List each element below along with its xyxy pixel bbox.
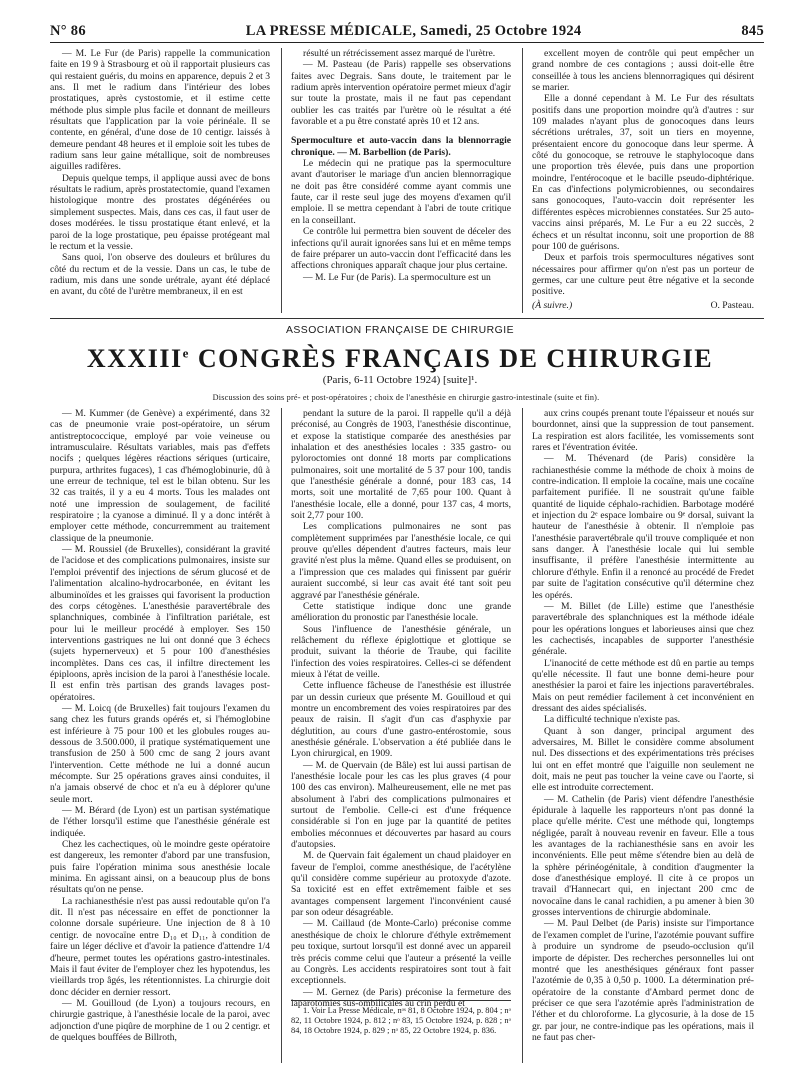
top-column-3 xyxy=(532,48,754,311)
column-rule xyxy=(522,408,523,1063)
paragraph: excellent moyen de contrôle qui peut empêcher un grand nombre de ces contagions ; aussi doit-elle être conseillée à tous les anciens blennorragiques qui désirent se marier. xyxy=(532,48,754,94)
title-text: CONGRÈS FRANÇAIS DE CHIRURGIE xyxy=(189,344,714,373)
congress-place-date: (Paris, 6-11 Octobre 1924) [suite]¹. xyxy=(322,374,478,386)
paragraph: — M. Bérard (de Lyon) est un partisan systématique de l'éther lorsqu'il estime que l'anesthésie générale est indiquée. xyxy=(50,805,270,839)
bottom-column-3 xyxy=(532,408,754,1043)
paragraph: M. de Quervain fait également un chaud plaidoyer en faveur de l'emploi, comme anesthésique, de l'acétylène qu'il considère comme supérieur au protoxyde d'azote. Sa toxicité est en effet extrêmement faible et ses avantages compensent largement l'inconvénient causé par son odeur désagréable. xyxy=(291,850,511,919)
paragraph: aux crins coupés prenant toute l'épaisseur et noués sur bourdonnet, ainsi que la suppression de tout pansement. La respiration est alors facilitée, les vomissements sont rares et l'éventration évitée. xyxy=(532,408,754,454)
paragraph: — M. Thévenard (de Paris) considère la rachianesthésie comme la méthode de choix à moins de contre-indication. Il emploie la cocaïne, mais une cocaïne parfaitement purifiée. Il ne soustrait qu'une faible quantité de liquide céphalo-rachidien. Barbotage modéré et injection du 2ᵉ espace lombaire ou 9ᵉ dorsal, suivant la hauteur de l'anesthésie à obtenir. Il n'emploie pas l'anesthésie paravertébrale qu'il trouve compliquée et non sans danger. À l'anesthésie locale qui lui semble insuffisante, il préfère l'anesthésie intermittente au chlorure d'éthyle. Enfin il a renoncé au procédé de Fredet par suite de l'agitation consécutive qu'il détermine chez les opérés. xyxy=(532,453,754,601)
paragraph: Elle a donné cependant à M. Le Fur des résultats positifs dans une proportion moindre qu'à d'autres : sur 109 malades n'ayant plus de gonocoques dans leurs sécrétions urétrales, 37, soit un tiers en moyenne, présentaient encore du gonocoque dans leur sperme. À côté du gonocoque, se retrouve le staphylocoque dans une proportion très élevée, puis dans une proportion moindre, l'entérocoque et le bacille pseudo-diphtérique. En cas d'infections polymicrobiennes, ou secondaires sans gonocoques, l'auto-vaccin doit représenter les différentes espèces microbiennes constatées. Sur 25 auto-vaccins ainsi préparés, M. Le Fur a eu 22 succès, 2 échecs et un résultat inconnu, soit une proportion de 88 pour 100 de guérisons. xyxy=(532,93,754,252)
paragraph: Depuis quelque temps, il applique aussi avec de bons résultats le radium, après prostatectomie, quand l'examen histologique montre des prostates dégénérées ou simplement suspectes. Mais, dans ces cas, il faut user de doses modérées. le tissu prostatique étant enlevé, et la paroi de la loge prostatique, peu épaisse protégeant mal le rectum et la vessie. xyxy=(50,172,270,252)
paragraph: — M. Pasteau (de Paris) rappelle ses observations faites avec Degrais. Sans doute, le traitement par le radium après intervention opératoire permet mieux d'agir sur toute la prostate, mais il ne faut pas cependant oublier les cas traités par l'urètre où le résultat a été favorable et a pu être constaté après 10 et 12 ans. xyxy=(291,59,511,128)
congress-title xyxy=(0,344,800,374)
paragraph: Sous l'influence de l'anesthésie générale, un relâchement du réflexe épiglottique et glottique se produit, suivant la théorie de Traube, qui facilite l'infection des voies respiratoires. Celles-ci se défendent mieux à l'état de veille. xyxy=(291,623,511,680)
paragraph: Sans quoi, l'on observe des douleurs et brûlures du côté du rectum et de la vessie. Dans un cas, le tube de radium, mis dans une sonde urétrale, ayant été déplacé en avant, du côté de l'urètre membraneux, il en est xyxy=(50,252,270,298)
footnote-rule xyxy=(291,1000,511,1001)
paragraph: Deux et parfois trois spermocultures négatives sont nécessaires pour affirmer qu'on n'est pas un porteur de germes, car une culture peut être négative et la seconde positive. xyxy=(532,252,754,298)
paragraph: L'inanocité de cette méthode est dû en partie au temps qu'elle nécessite. Il faut une bonne demi-heure pour anesthésier la paroi et faire les injections paravertébrales. Mais on peut remédier facilement à cet inconvénient en dressant des aides spécialisés. xyxy=(532,657,754,714)
association-heading: ASSOCIATION FRANÇAISE DE CHIRURGIE xyxy=(285,325,515,336)
footnote: 1. Voir La Presse Médicale, nᵒˢ 81, 8 Octobre 1924, p. 804 ; nᵒ 82, 11 Octobre 1924, p. 812 ; nᵒ 83, 15 Octobre 1924, p. 828 ; nᵒ 84, 18 Octobre 1924, p. 829 ; nᵒ 85, 22 Octobre 1924, p. 836. xyxy=(291,1006,511,1035)
paragraph: — M. Cathelin (de Paris) vient défendre l'anesthésie épidurale à laquelle les rapporteurs n'ont pas donné la place qu'elle mérite. C'est une méthode qui, longtemps négligée, paraît à nouveau revenir en faveur. Elle a tous les avantages de la rachianesthésie sans en avoir les inconvénients. Elle peut même s'étendre bien au delà de la sphère périnéogénitale, à condition d'augmenter la dose d'anesthésique employé. Il cite à ce propos un travail d'Hannecart qui, en injectant 200 cmc de novocaïne dans le canal rachidien, a pu amener à bien 30 grosses interventions de chirurgie abdominale. xyxy=(532,793,754,919)
paragraph: Cette influence fâcheuse de l'anesthésie est illustrée par un dessin curieux que présente M. Gouilloud et qui montre un encombrement des voies respiratoires par des peaux de raisin. Il s'agit d'un cas d'asphyxie par déglutition, au cours d'une gastro-entérostomie, sous anesthésie générale. L'observation a été publiée dans le Lyon chirurgical, en 1909. xyxy=(291,680,511,760)
paragraph: Cette statistique indique donc une grande amélioration du pronostic par l'anesthésie locale. xyxy=(291,600,511,624)
top-column-1 xyxy=(50,48,270,298)
column-rule xyxy=(281,408,282,1063)
section-subtitle: Spermoculture et auto-vaccin dans la blennorragie chronique. — M. Barbellion (de Paris). xyxy=(291,135,511,158)
to-be-continued: (À suivre.) xyxy=(532,299,573,311)
paragraph: Les complications pulmonaires ne sont pas complètement supprimées par l'anesthésie locale, ce qui prouve qu'elles dépendent d'autres facteurs, mais leur gravité n'est plus la même. Quand elles se produisent, on a l'impression que ces malades qui finissent par guérir auraient succombé, si leur cas avait été tant soit peu aggravé par l'anesthésie générale. xyxy=(291,521,511,601)
issue-number: N° 86 xyxy=(50,23,86,39)
paragraph: La rachianesthésie n'est pas aussi redoutable qu'on l'a dit. Il n'est pas nécessaire en effet de ponctionner la colonne dorsale supérieure. Une injection de 8 à 10 centigr. de novocaïne entre D₁₀ et D₁₁, à condition de faire un léger déclive et d'avoir la patience d'attendre 1/4 d'heure, permet toutes les opérations gastro-intestinales. Mais il faut éviter de l'employer chez les hypotendus, les vieillards trop âgés, les rétentionnistes. La chirurgie doit donc décider en dernier ressort. xyxy=(50,895,270,998)
paragraph: pendant la suture de la paroi. Il rappelle qu'il a déjà préconisé, au Congrès de 1903, l'anesthésie discontinue, et expose la statistique comparée des anesthésies par inhalation et des anesthésies locales : 335 gastro- ou pyloroctomies ont donné 18 morts par complications pulmonaires, soit une mortalité de 5 37 pour 100, tandis que l'anesthésie générale a donné, pour 183 cas, 14 morts, soit une mortalité de 7,65 pour 100. Quant à l'anesthésie locale, elle a donné, pour 137 cas, 4 morts, soit 2,77 pour 100. xyxy=(291,408,511,522)
paragraph: — M. Gernez (de Paris) préconise la fermeture des laparotomies sus-ombilicales au crin perdu et xyxy=(291,986,511,1009)
section-divider xyxy=(50,318,764,319)
paragraph: — M. Le Fur (de Paris) rappelle la communication faite en 19 9 à Strasbourg et où il rapportait plusieurs cas qui restaient guéris, du moins en apparence, depuis 2 et 3 ans. Il met le radium dans l'intérieur des lobes prostatiques, après cystostomie, et il estime cette méthode plus simple plus facile et donnant de meilleurs résultats que l'application par la voie périnéale. Il se contente, en général, d'une dose de 10 centigr. laissés à demeure pendant 48 heures et il emploie soit les tubes de radium sans leur gaine métallique, soit de nombreuses aiguilles radifères. xyxy=(50,48,270,173)
paragraph: — M. Billet (de Lille) estime que l'anesthésie paravertébrale des splanchniques est la méthode idéale pour les opérations longues et laborieuses ainsi que chez les cachectisés, incapables de supporter l'anesthésie générale. xyxy=(532,600,754,658)
paragraph: résulté un rétrécissement assez marqué de l'urètre. xyxy=(303,48,496,59)
paragraph: — M. Kummer (de Genève) a expérimenté, dans 32 cas de pneumonie vraie post-opératoire, un sérum antistreptococcique, employé par voie veineuse ou intramusculaire. Résultats variables, mais pas d'effets nocifs ; quelques légères réactions sériques (urticaire, purpura, arthrites fugaces), 1 cas d'hémoglobinurie, dû à une erreur de technique, tel est le bilan obtenu. Sur les 32 cas traités, il y a eu 4 morts. Tous les malades ont noté une impression de soulagement, de facilité respiratoire ; la cyanose a diminué. Il y a donc intérêt à employer cette méthode, concurremment au traitement classique de la pneumonie. xyxy=(50,408,270,544)
paragraph: Quant à son danger, principal argument des adversaires, M. Billet le considère comme absolument nul. Des dissections et des expérimentations très précises lui ont en effet montré que l'aiguille non seulement ne doit, mais ne peut pas toucher la veine cave ou l'aorte, si elle est introduite correctement. xyxy=(532,725,754,794)
title-numeral: XXXIII xyxy=(86,344,183,373)
bottom-column-2 xyxy=(291,408,511,1009)
column-rule xyxy=(281,48,282,313)
discussion-heading: Discussion des soins pré- et post-opératoires ; choix de l'anesthésie en chirurgie gastro-intestinale (suite et fin). xyxy=(212,393,600,402)
top-column-2 xyxy=(291,48,511,283)
page-number: 845 xyxy=(741,23,764,39)
paragraph: Chez les cachectiques, où le moindre geste opératoire est dangereux, les remonter d'abord par une transfusion, puis faire l'opération minima sous anesthésie locale minima. En agissant ainsi, on a beaucoup plus de bons résultats qu'on ne pense. xyxy=(50,839,270,896)
paragraph: — M. Caillaud (de Monte-Carlo) préconise comme anesthésique de choix le chlorure d'éthyle extrêmement peu toxique, surtout lorsqu'il est donné avec un appareil très précis comme celui que l'auteur a présenté la veille au Congrès. Les accidents respiratoires sont tout à fait exceptionnels. xyxy=(291,918,511,987)
title-ordinal: e xyxy=(182,345,190,361)
column-rule xyxy=(522,48,523,313)
paragraph: La difficulté technique n'existe pas. xyxy=(544,714,681,726)
signature-line xyxy=(532,300,754,311)
journal-title: LA PRESSE MÉDICALE, Samedi, 25 Octobre 1924 xyxy=(245,23,582,39)
paragraph: — M. Paul Delbet (de Paris) insiste sur l'importance de l'examen complet de l'urine, l'azotémie pouvant suffire à produire un syndrome de pseudo-occlusion qu'il importe de dépister. Des recherches personnelles lui ont montré que les anesthésiques généraux font passer l'azotémie de 0,35 à 0,50 p. 1000. La détermination pré-opératoire de la constante d'Ambard permet donc de préciser ce que sera l'azotémie après l'administration de l'éther et du chloroforme. La glycosurie, à la dose de 15 gr. par jour, ne contre-indique pas les opérations, mais il ne faut pas cher- xyxy=(532,918,754,1043)
header-rule xyxy=(50,42,764,43)
author-signature: O. Pasteau. xyxy=(710,299,754,311)
paragraph: Ce contrôle lui permettra bien souvent de déceler des infections qu'il aurait ignorées sans lui et en même temps de faire préparer un auto-vaccin dont l'efficacité dans les affections chroniques apparaît chaque jour plus certaine. xyxy=(291,226,511,272)
paragraph: — M. Roussiel (de Bruxelles), considérant la gravité de l'acidose et des complications pulmonaires, insiste sur l'emploi préventif des injections de sérum glucosé et de l'alimentation alcalino-hydrocarbonée, en évitant les albuminoïdes et les graisses qui favorisent la production des corps cétogènes. L'anesthésie paravertébrale des splanchniques, combinée à l'infiltration pariétale, est pour lui le meilleur procédé à employer. Ses 150 interventions gastriques ne lui ont donné que 3 échecs (sujets hypernerveux) et 5 pour 100 d'anesthésies incomplètes. Dans ces cas, il infiltre directement les épiploons, après incision de la paroi à l'anesthésie locale. Il est enfin très partisan des grands lavages post-opératoires. xyxy=(50,544,270,703)
bottom-column-1 xyxy=(50,408,270,1043)
paragraph: Le médecin qui ne pratique pas la spermoculture avant d'autoriser le mariage d'un ancien blennorragique ne doit pas être considéré comme ayant commis une faute, car il reste seul juge des moyens d'examen qu'il emploie. Il se mettra cependant à l'abri de toute critique en la conseillant. xyxy=(291,158,511,226)
paragraph: — M. Gouilloud (de Lyon) a toujours recours, en chirurgie gastrique, à l'anesthésie locale de la paroi, avec adjonction d'une piqûre de morphine de 1 ou 2 centigr. et de quelques bouffées de Billroth, xyxy=(50,997,270,1043)
paragraph: — M. de Quervain (de Bâle) est lui aussi partisan de l'anesthésie locale pour les cas les plus graves (4 pour 100 des cas environ). Malheureusement, elle ne met pas absolument à l'abri des complications pulmonaires et surtout de l'embolie. Celle-ci est d'une fréquence considérable si l'on en juge par la quantité de petites embolies méconnues et découvertes par hasard au cours d'autopsies. xyxy=(291,759,511,851)
page-header xyxy=(50,16,764,40)
paragraph: — M. Le Fur (de Paris). La spermoculture est un xyxy=(303,271,491,283)
paragraph: — M. Loicq (de Bruxelles) fait toujours l'examen du sang chez les futurs grands opérés et, si l'hémoglobine est inférieure à 75 pour 100 et les globules rouges au-dessous de 3.500.000, il pratique systématiquement une transfusion de 250 à 500 cmc de sang 2 jours avant l'intervention. Cette méthode ne lui a donné aucun mécompte. Sur 25 opérations graves ainsi conduites, il n'a jamais observé de choc et n'a eu à déplorer qu'une seule mort. xyxy=(50,702,270,805)
